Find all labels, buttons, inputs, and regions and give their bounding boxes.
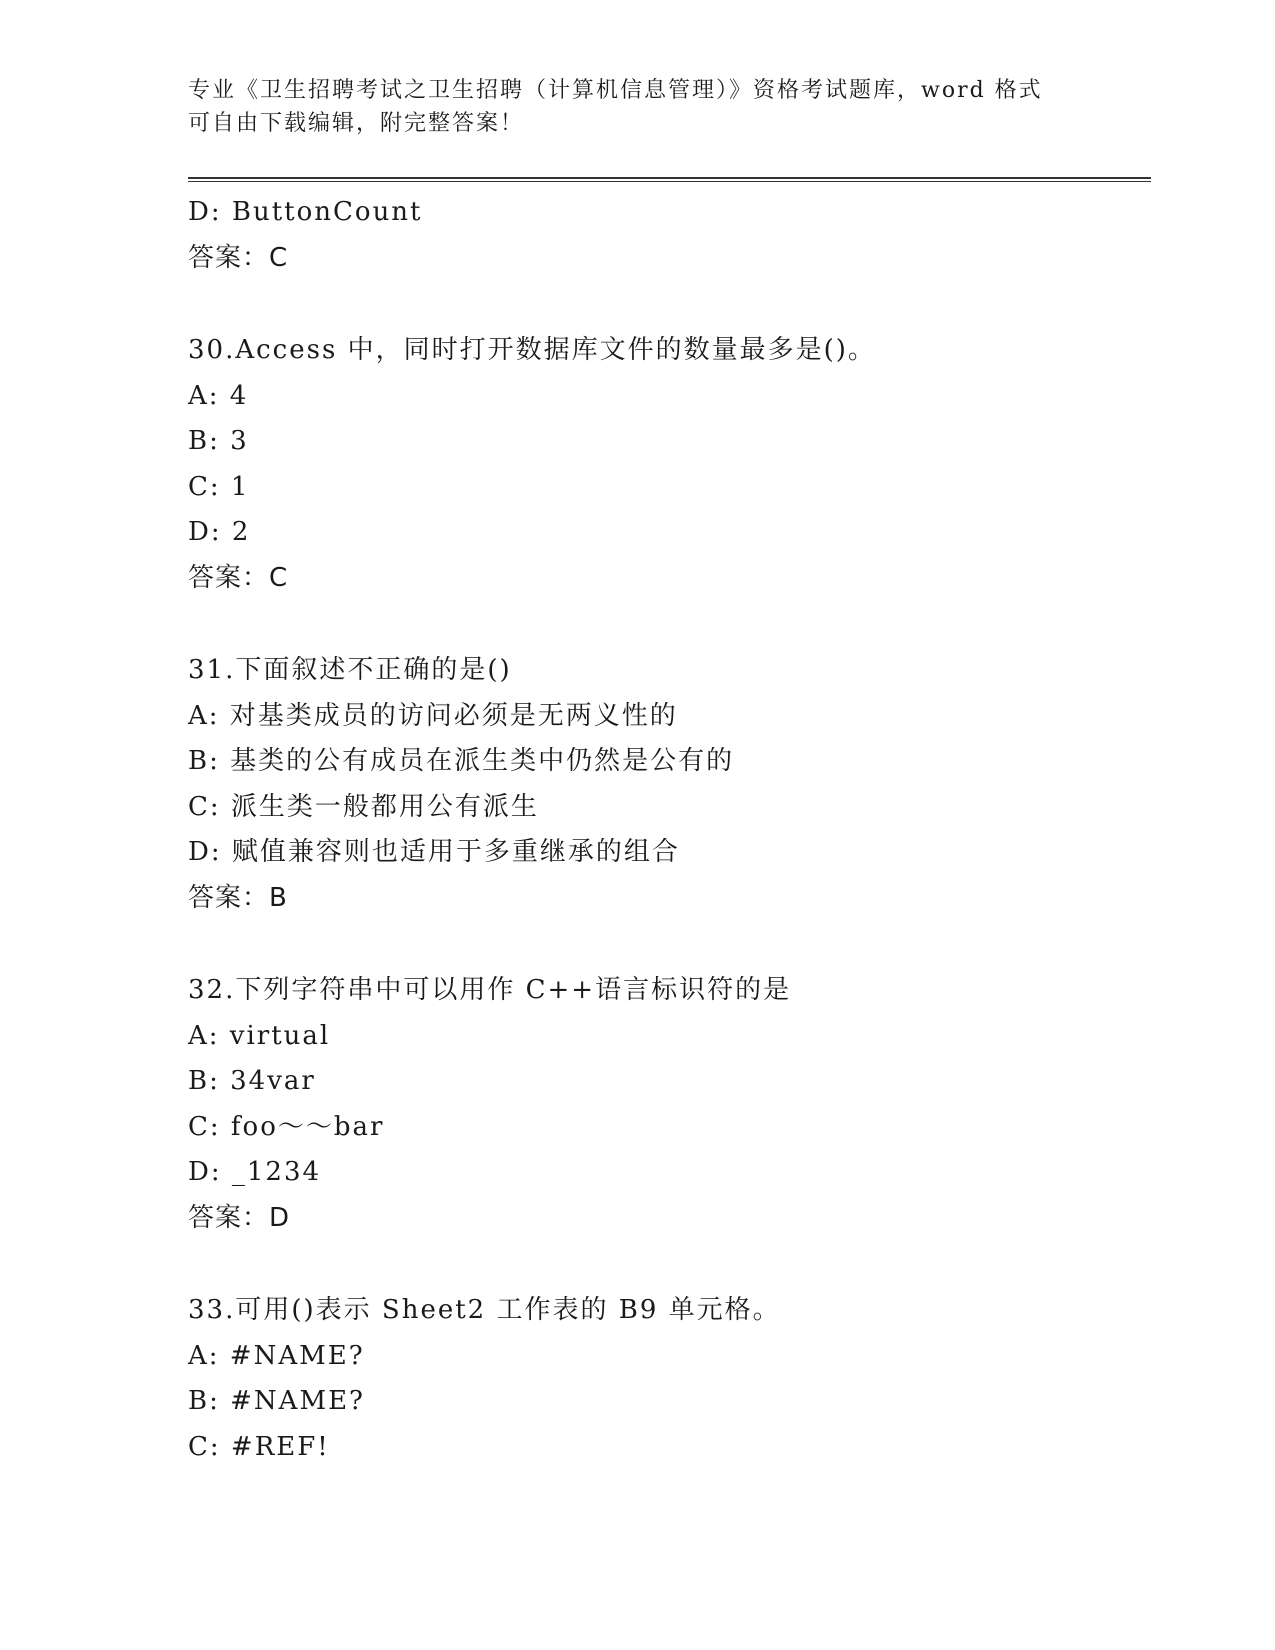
option-c: C: foo～～bar bbox=[188, 1111, 385, 1142]
header-line-1: 专业《卫生招聘考试之卫生招聘（计算机信息管理）》资格考试题库，word 格式 bbox=[188, 78, 1043, 103]
answer-line: 答案：C bbox=[188, 242, 289, 273]
option-c: C: #REF! bbox=[188, 1431, 330, 1462]
option-d: D: _1234 bbox=[188, 1157, 322, 1187]
option-a: A: virtual bbox=[188, 1020, 331, 1051]
answer-line: 答案：D bbox=[188, 1202, 291, 1233]
option-c: C: 1 bbox=[188, 471, 250, 502]
option-d: D: ButtonCount bbox=[188, 197, 423, 227]
question-stem: 31.下面叙述不正确的是() bbox=[188, 655, 512, 685]
option-a: A: #NAME? bbox=[188, 1340, 365, 1371]
header-line-2: 可自由下载编辑，附完整答案！ bbox=[188, 111, 525, 136]
question-30 bbox=[188, 328, 1148, 601]
option-b: B: 34var bbox=[188, 1066, 316, 1096]
question-stem: 33.可用()表示 Sheet2 工作表的 B9 单元格。 bbox=[188, 1295, 781, 1325]
option-c: C: 派生类一般都用公有派生 bbox=[188, 791, 539, 822]
document-body bbox=[188, 190, 1148, 1470]
option-b: B: 3 bbox=[188, 426, 249, 456]
option-d: D: 赋值兼容则也适用于多重继承的组合 bbox=[188, 837, 680, 867]
question-32 bbox=[188, 968, 1148, 1241]
header-divider bbox=[188, 177, 1151, 182]
option-d: D: 2 bbox=[188, 517, 251, 547]
option-b: B: 基类的公有成员在派生类中仍然是公有的 bbox=[188, 746, 735, 776]
option-a: A: 对基类成员的访问必须是无两义性的 bbox=[188, 700, 678, 731]
question-stem: 30.Access 中，同时打开数据库文件的数量最多是()。 bbox=[188, 335, 876, 365]
previous-question-tail bbox=[188, 190, 1148, 281]
question-33 bbox=[188, 1288, 1148, 1470]
answer-line: 答案：C bbox=[188, 562, 289, 593]
option-a: A: 4 bbox=[188, 380, 249, 411]
question-stem: 32.下列字符串中可以用作 C++语言标识符的是 bbox=[188, 975, 792, 1005]
answer-line: 答案：B bbox=[188, 882, 288, 913]
option-b: B: #NAME? bbox=[188, 1386, 365, 1416]
question-31 bbox=[188, 648, 1148, 921]
page-header bbox=[188, 74, 1088, 140]
